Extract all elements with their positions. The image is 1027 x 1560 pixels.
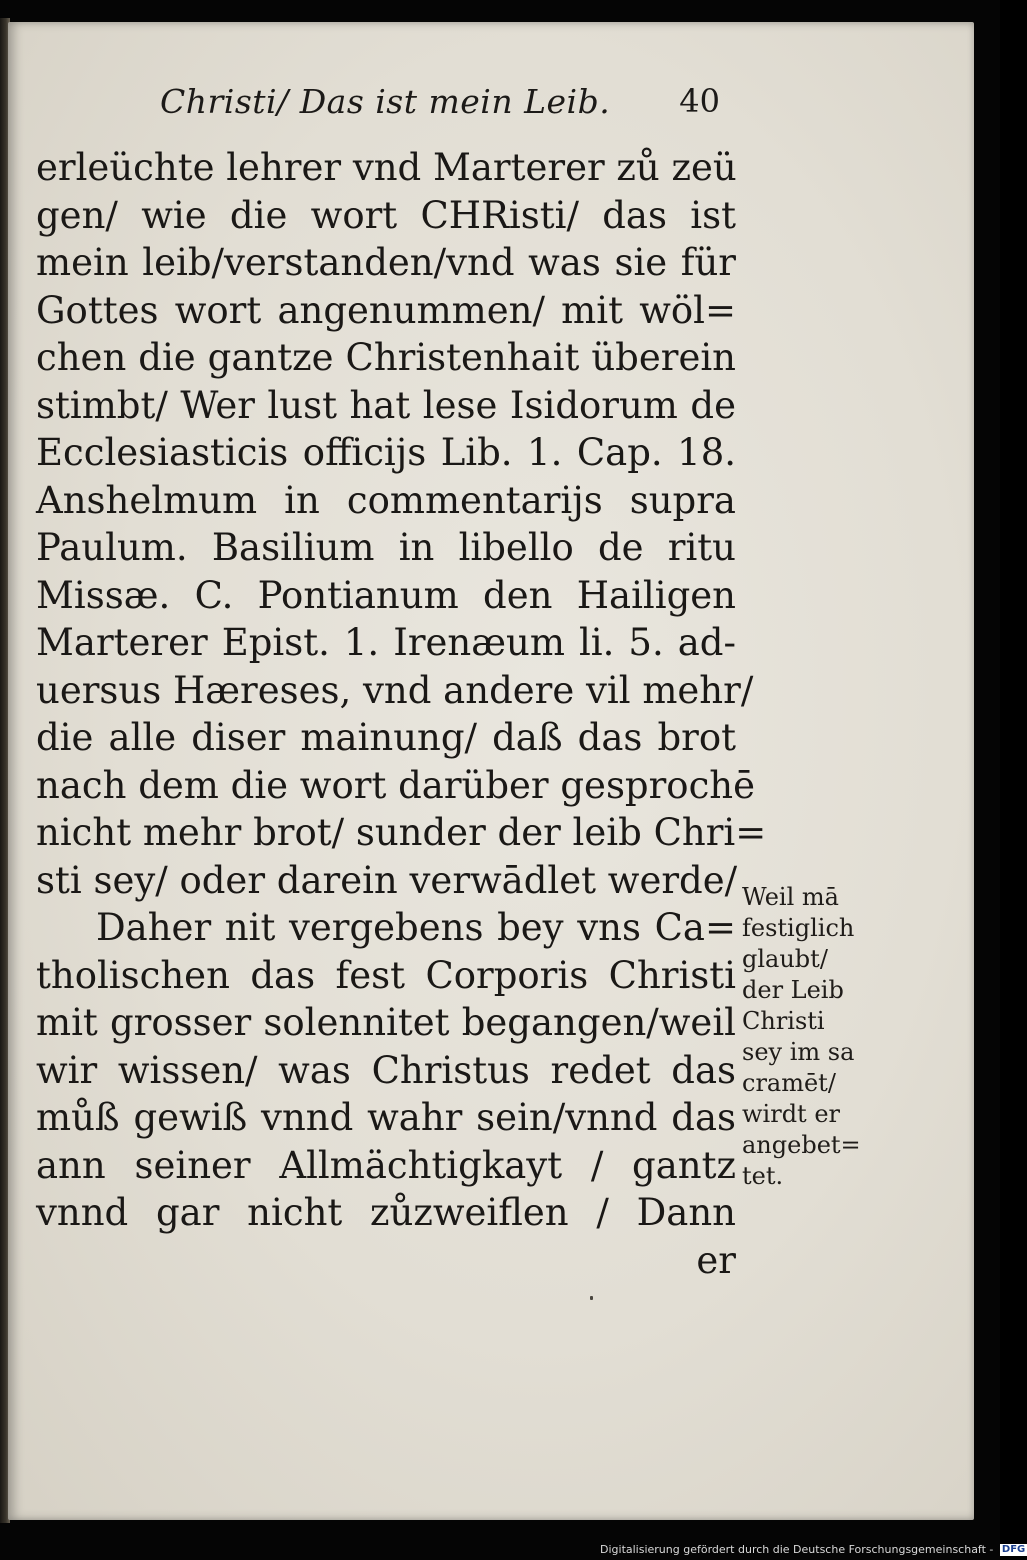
page-number: 40 bbox=[679, 82, 720, 120]
text-line: uersus Hæreses, vnd andere vil mehr/ bbox=[36, 668, 754, 712]
text-line: Marterer Epist. 1. Irenæum li. 5. ad- bbox=[36, 621, 736, 664]
text-line: wir wissen/ was Christus redet das bbox=[36, 1048, 736, 1092]
text-line: tholischen das fest Corporis Christi bbox=[36, 953, 736, 997]
catchword: er bbox=[696, 1238, 736, 1282]
margin-note-line: tet. bbox=[742, 1162, 784, 1190]
credit-separator: - bbox=[985, 1543, 997, 1556]
text-line: nicht mehr brot/ sunder der leib Chri= bbox=[36, 811, 767, 854]
text-line: chen die gantze Christenhait überein bbox=[36, 336, 736, 379]
margin-note-line: Weil mā bbox=[742, 883, 839, 911]
running-title: Christi/ Das ist mein Leib. bbox=[160, 82, 611, 121]
text-line: můß gewiß vnnd wahr sein/vnnd das bbox=[36, 1096, 736, 1139]
text-line: Daher nit vergebens bey vns Ca= bbox=[96, 906, 736, 949]
dfg-logo: DFG bbox=[1001, 1544, 1026, 1555]
text-line: stimbt/ Wer lust hat lese Isidorum de bbox=[36, 383, 736, 427]
digitization-credit bbox=[600, 1541, 1027, 1559]
margin-note-line: festiglich bbox=[742, 914, 855, 942]
text-line: mein leib/verstanden/vnd was sie für bbox=[36, 241, 736, 284]
text-line: Paulum. Basilium in libello de ritu bbox=[36, 526, 736, 569]
margin-note bbox=[742, 882, 872, 1192]
margin-note-line: wirdt er bbox=[742, 1100, 841, 1128]
text-line: Gottes wort angenummen/ mit wöl= bbox=[36, 288, 736, 332]
margin-note-line: sey im sa bbox=[742, 1038, 855, 1066]
ink-speck bbox=[590, 1296, 593, 1300]
text-line: ann seiner Allmächtigkayt / gantz bbox=[36, 1143, 736, 1187]
text-line: Ecclesiasticis officijs Lib. 1. Cap. 18. bbox=[36, 431, 736, 474]
margin-note-line: der Leib bbox=[742, 976, 844, 1004]
text-line: erleüchte lehrer vnd Marterer zů zeü bbox=[36, 146, 737, 189]
text-line: nach dem die wort darüber gesprochē bbox=[36, 763, 756, 807]
credit-text: Digitalisierung gefördert durch die Deutsche Forschungsgemeinschaft bbox=[600, 1543, 986, 1556]
margin-note-line: angebet= bbox=[742, 1131, 861, 1159]
text-line: sti sey/ oder darein verwādlet werde/ bbox=[36, 858, 738, 902]
margin-note-line: glaubt/ bbox=[742, 945, 828, 973]
margin-note-line: cramēt/ bbox=[742, 1069, 836, 1097]
main-text-block bbox=[36, 144, 767, 1284]
text-line: die alle diser mainung/ daß das brot bbox=[36, 716, 736, 759]
text-line: vnnd gar nicht zůzweiflen / Dann bbox=[36, 1191, 736, 1234]
text-line: Missæ. C. Pontianum den Hailigen bbox=[36, 573, 736, 617]
margin-note-line: Christi bbox=[742, 1007, 825, 1035]
running-head bbox=[160, 82, 720, 126]
text-line: gen/ wie die wort CHRisti/ das ist bbox=[36, 193, 736, 237]
text-line: Anshelmum in commentarijs supra bbox=[36, 478, 736, 522]
text-line: mit grosser solennitet begangen/weil bbox=[36, 1001, 736, 1044]
